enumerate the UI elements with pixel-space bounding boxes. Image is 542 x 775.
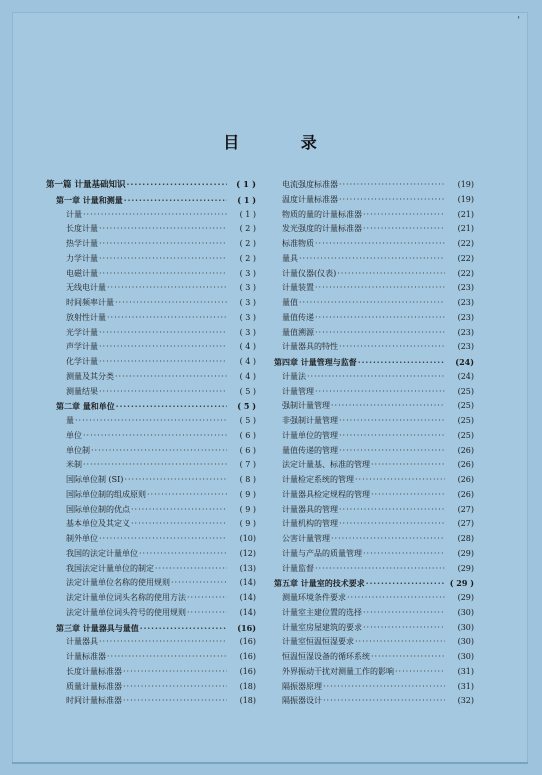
toc-entry — [46, 621, 256, 636]
toc-entry — [274, 414, 474, 429]
leader-dots — [371, 458, 445, 473]
leader-dots — [355, 635, 445, 650]
toc-entry — [274, 621, 474, 636]
toc-entry-page: ( 4 ) — [239, 357, 256, 366]
toc-entry — [46, 650, 256, 665]
leader-dots — [339, 193, 445, 208]
toc-entry — [46, 444, 256, 459]
toc-entry — [46, 458, 256, 473]
toc-entry-page: ( 9 ) — [239, 489, 256, 499]
toc-entry-title: 单位 — [66, 430, 82, 440]
toc-entry — [46, 296, 256, 311]
toc-right-column — [274, 178, 474, 709]
toc-entry-title: 米制 — [66, 460, 82, 470]
toc-entry — [46, 680, 256, 695]
leader-dots — [123, 680, 227, 695]
leader-dots — [347, 591, 445, 606]
toc-entry — [46, 473, 256, 488]
leader-dots — [124, 473, 227, 488]
toc-entry-page: (19) — [457, 194, 474, 204]
leader-dots — [83, 458, 227, 473]
corner-mark: ' — [517, 16, 520, 26]
toc-entry-title: 计量单位的管理 — [282, 430, 338, 440]
leader-dots — [339, 517, 445, 532]
toc-entry-page: (27) — [457, 519, 474, 529]
toc-entry-page: (25) — [457, 416, 474, 425]
toc-entry-page: (23) — [457, 312, 474, 322]
toc-entry-title: 温度计量标准器 — [282, 194, 338, 204]
toc-entry-title: 热学计量 — [66, 239, 98, 248]
toc-entry-title: 计量室主建位置的选择 — [282, 607, 362, 617]
toc-entry-title: 电流强度标准器 — [282, 180, 338, 189]
toc-entry-page: (10) — [239, 534, 256, 543]
toc-entry — [46, 252, 256, 267]
toc-entry-title: 量具 — [282, 253, 298, 263]
toc-entry — [274, 222, 474, 237]
toc-entry — [46, 591, 256, 606]
toc-entry-page: (30) — [457, 637, 474, 647]
toc-entry-page: (23) — [457, 327, 474, 337]
toc-entry-page: ( 9 ) — [239, 519, 256, 529]
toc-entry-page: (14) — [239, 607, 256, 617]
toc-entry — [274, 503, 474, 518]
leader-dots — [123, 694, 227, 709]
toc-entry-title: 标准物质 — [282, 239, 314, 248]
toc-entry — [274, 650, 474, 665]
toc-entry-title: 国际单位制的优点 — [66, 504, 130, 514]
toc-entry — [274, 576, 474, 591]
toc-entry-title: 法定计量单位名称的使用规则 — [66, 578, 170, 588]
toc-entry-page: ( 5 ) — [239, 386, 256, 396]
toc-entry-title: 隔振器原理 — [282, 681, 322, 691]
toc-entry — [274, 488, 474, 503]
leader-dots — [75, 414, 227, 429]
leader-dots — [107, 311, 227, 326]
toc-entry — [274, 694, 474, 709]
toc-entry-page: (26) — [457, 475, 474, 484]
leader-dots — [331, 532, 445, 547]
toc-entry — [46, 281, 256, 296]
leader-dots — [99, 635, 227, 650]
toc-entry — [274, 680, 474, 695]
toc-entry-page: (16) — [239, 637, 256, 647]
leader-dots — [363, 208, 445, 223]
leader-dots — [323, 680, 445, 695]
leader-dots — [358, 355, 445, 370]
toc-entry-title: 计量装置 — [282, 283, 314, 293]
toc-entry — [46, 326, 256, 341]
toc-entry-title: 计量检定系统的管理 — [282, 475, 354, 484]
toc-entry-page: (26) — [457, 460, 474, 470]
toc-entry-title: 我国法定计量单位的制定 — [66, 563, 154, 573]
toc-entry-page: (24) — [455, 357, 474, 367]
toc-entry — [46, 532, 256, 547]
bottom-rule — [12, 762, 528, 764]
toc-entry-page: ( 9 ) — [239, 504, 256, 514]
toc-entry-page: ( 3 ) — [239, 283, 256, 293]
toc-entry-title: 化学计量 — [66, 357, 98, 366]
leader-dots — [395, 665, 445, 680]
toc-entry — [274, 547, 474, 562]
leader-dots — [123, 665, 227, 680]
leader-dots — [371, 650, 445, 665]
toc-entry — [46, 370, 256, 385]
toc-entry — [274, 370, 474, 385]
toc-entry — [274, 340, 474, 355]
toc-entry-page: ( 2 ) — [239, 239, 256, 248]
toc-entry-page: ( 1 ) — [237, 194, 256, 205]
toc-entry-title: 测量环境条件要求 — [282, 593, 346, 602]
toc-entry-page: (27) — [457, 504, 474, 514]
toc-entry — [46, 562, 256, 577]
toc-entry-title: 量值溯源 — [282, 327, 314, 337]
toc-entry-title: 长度计量标准器 — [66, 666, 122, 676]
toc-entry — [46, 385, 256, 400]
toc-entry — [274, 193, 474, 208]
toc-entry-title: 计量 — [66, 209, 82, 219]
document-page — [12, 12, 528, 764]
leader-dots — [339, 444, 445, 459]
toc-entry-page: (30) — [457, 607, 474, 617]
toc-entry-page: (30) — [457, 652, 474, 661]
leader-dots — [99, 355, 227, 370]
toc-entry-page: (18) — [239, 681, 256, 691]
leader-dots — [131, 517, 227, 532]
toc-entry — [274, 208, 474, 223]
toc-entry-title: 声学计量 — [66, 342, 98, 352]
toc-entry-page: (30) — [457, 622, 474, 632]
toc-entry-title: 力学计量 — [66, 253, 98, 263]
leader-dots — [339, 414, 445, 429]
toc-entry — [46, 267, 256, 282]
leader-dots — [171, 576, 227, 591]
toc-entry — [46, 665, 256, 680]
leader-dots — [363, 547, 445, 562]
toc-entry-page: (18) — [239, 696, 256, 706]
leader-dots — [83, 208, 227, 223]
toc-entry — [46, 355, 256, 370]
toc-entry — [46, 222, 256, 237]
toc-entry — [46, 606, 256, 621]
toc-entry-page: (23) — [457, 283, 474, 293]
toc-entry — [46, 517, 256, 532]
toc-entry-page: ( 29 ) — [449, 578, 474, 589]
toc-entry — [274, 399, 474, 414]
toc-entry-title: 计量管理 — [282, 386, 314, 396]
toc-entry-title: 外界振动干扰对测量工作的影响 — [282, 666, 394, 676]
toc-entry — [46, 576, 256, 591]
leader-dots — [323, 694, 445, 709]
toc-entry — [274, 591, 474, 606]
toc-entry — [274, 532, 474, 547]
toc-entry-page: ( 5 ) — [239, 416, 256, 425]
toc-entry-page: (16) — [239, 666, 256, 676]
leader-dots — [99, 252, 227, 267]
leader-dots — [91, 444, 227, 459]
toc-entry-title: 计量监督 — [282, 563, 314, 573]
leader-dots — [315, 311, 445, 326]
toc-entry-title: 计量仪器(仪表) — [282, 268, 337, 278]
toc-entry-title: 计量器具 — [66, 637, 98, 647]
toc-entry-page: ( 3 ) — [239, 327, 256, 337]
leader-dots — [315, 237, 445, 252]
toc-entry-page: (16) — [239, 652, 256, 661]
toc-entry — [274, 635, 474, 650]
leader-dots — [126, 178, 227, 193]
toc-entry — [274, 252, 474, 267]
toc-entry — [274, 355, 474, 370]
toc-entry-title: 国际单位制 (SI) — [66, 475, 124, 484]
toc-entry-page: (22) — [457, 239, 474, 248]
leader-dots — [371, 488, 445, 503]
toc-entry-page: (13) — [239, 563, 256, 573]
leader-dots — [99, 326, 227, 341]
toc-entry-title: 基本单位及其定义 — [66, 519, 130, 529]
toc-entry-page: (22) — [457, 268, 474, 278]
toc-entry — [274, 665, 474, 680]
toc-entry-page: (32) — [457, 696, 474, 706]
leader-dots — [107, 650, 227, 665]
leader-dots — [339, 178, 445, 193]
toc-entry-page: (14) — [239, 578, 256, 588]
toc-entry-title: 电磁计量 — [66, 268, 98, 278]
leader-dots — [299, 252, 445, 267]
toc-entry-title: 第一章 计量和测量 — [56, 194, 123, 205]
toc-entry — [46, 311, 256, 326]
leader-dots — [140, 621, 227, 636]
toc-entry-title: 单位制 — [66, 445, 90, 455]
toc-entry-page: ( 2 ) — [239, 253, 256, 263]
toc-entry-page: ( 3 ) — [239, 268, 256, 278]
leader-dots — [107, 281, 227, 296]
leader-dots — [99, 532, 227, 547]
toc-entry-title: 我国的法定计量单位 — [66, 548, 138, 558]
toc-entry — [46, 547, 256, 562]
toc-entry-title: 第二章 量和单位 — [56, 401, 115, 412]
toc-entry — [274, 606, 474, 621]
toc-entry-page: (25) — [457, 386, 474, 396]
toc-entry-title: 隔振器设计 — [282, 696, 322, 706]
leader-dots — [331, 399, 445, 414]
page-title: 目 录 — [223, 133, 345, 152]
toc-entry-title: 量值传递 — [282, 312, 314, 322]
toc-entry-title: 发光强度的计量标准器 — [282, 224, 362, 234]
toc-entry-page: (19) — [457, 180, 474, 189]
toc-entry-title: 无线电计量 — [66, 283, 106, 293]
toc-entry — [46, 429, 256, 444]
toc-left-column — [46, 178, 256, 709]
toc-entry-title: 量 — [66, 416, 74, 425]
leader-dots — [139, 547, 227, 562]
toc-entry-title: 放射性计量 — [66, 312, 106, 322]
toc-entry — [274, 296, 474, 311]
leader-dots — [83, 429, 227, 444]
toc-entry — [274, 237, 474, 252]
toc-entry — [46, 208, 256, 223]
toc-entry-page: (21) — [457, 209, 474, 219]
toc-entry — [274, 458, 474, 473]
toc-entry-page: ( 6 ) — [239, 445, 256, 455]
toc-entry — [46, 635, 256, 650]
toc-entry-title: 国际单位制的组成原则 — [66, 489, 146, 499]
toc-entry-title: 法定计量单位词头名称的使用方法 — [66, 593, 186, 602]
toc-entry-title: 第一篇 计量基础知识 — [46, 180, 126, 190]
toc-entry-title: 计量器具检定规程的管理 — [282, 489, 370, 499]
toc-entry-page: (22) — [457, 253, 474, 263]
toc-entry-page: (14) — [239, 593, 256, 602]
toc-entry-title: 质量计量标准器 — [66, 681, 122, 691]
toc-entry-title: 公害计量管理 — [282, 534, 330, 543]
leader-dots — [315, 562, 445, 577]
leader-dots — [99, 385, 227, 400]
toc-entry-title: 计量室房屋建筑的要求 — [282, 622, 362, 632]
toc-entry-title: 时间频率计量 — [66, 298, 114, 307]
toc-entry-page: (25) — [457, 401, 474, 411]
toc-entry-page: (26) — [457, 445, 474, 455]
toc-entry-page: (29) — [457, 548, 474, 558]
toc-entry — [274, 281, 474, 296]
toc-entry-title: 计量与产品的质量管理 — [282, 548, 362, 558]
toc-entry-title: 测量结果 — [66, 386, 98, 396]
leader-dots — [339, 340, 445, 355]
leader-dots — [363, 621, 445, 636]
leader-dots — [363, 222, 445, 237]
toc-entry-page: ( 2 ) — [239, 224, 256, 234]
leader-dots — [315, 326, 445, 341]
toc-entry — [274, 562, 474, 577]
leader-dots — [337, 267, 445, 282]
toc-entry-title: 物质的量的计量标准器 — [282, 209, 362, 219]
toc-entry — [274, 178, 474, 193]
toc-entry — [274, 517, 474, 532]
toc-entry-page: ( 4 ) — [239, 371, 256, 381]
leader-dots — [155, 562, 227, 577]
leader-dots — [363, 606, 445, 621]
toc-entry — [274, 267, 474, 282]
toc-entry-title: 第五章 计量室的技术要求 — [274, 578, 365, 589]
toc-entry-page: ( 1 ) — [239, 209, 256, 219]
leader-dots — [187, 606, 227, 621]
toc-entry — [274, 326, 474, 341]
toc-entry-title: 长度计量 — [66, 224, 98, 234]
toc-entry — [274, 311, 474, 326]
toc-entry — [46, 488, 256, 503]
leader-dots — [299, 296, 445, 311]
leader-dots — [315, 385, 445, 400]
toc-entry-page: ( 3 ) — [239, 312, 256, 322]
leader-dots — [339, 429, 445, 444]
toc-entry — [46, 694, 256, 709]
toc-entry-title: 计量标准器 — [66, 652, 106, 661]
toc-entry — [46, 503, 256, 518]
toc-entry — [46, 414, 256, 429]
toc-entry — [274, 444, 474, 459]
toc-entry — [274, 473, 474, 488]
toc-entry — [274, 385, 474, 400]
leader-dots — [124, 193, 227, 208]
toc-entry-title: 计量法 — [282, 371, 306, 381]
toc-entry-title: 计量室恒温恒湿要求 — [282, 637, 354, 647]
toc-entry-page: (25) — [457, 430, 474, 440]
toc-entry-page: (26) — [457, 489, 474, 499]
leader-dots — [99, 222, 227, 237]
leader-dots — [131, 503, 227, 518]
toc-entry-title: 法定计量基、标准的管理 — [282, 460, 370, 470]
toc-entry-page: ( 5 ) — [237, 401, 256, 412]
toc-entry-title: 制外单位 — [66, 534, 98, 543]
toc-entry — [46, 237, 256, 252]
toc-entry-page: (28) — [457, 534, 474, 543]
toc-entry-page: (12) — [239, 548, 256, 558]
toc-entry-title: 非强制计量管理 — [282, 416, 338, 425]
toc-entry-page: (29) — [457, 593, 474, 602]
leader-dots — [116, 399, 227, 414]
toc-entry-page: (16) — [237, 622, 256, 633]
toc-entry — [46, 340, 256, 355]
toc-entry-title: 恒温恒湿设备的循环系统 — [282, 652, 370, 661]
toc-entry-title: 计量器具的管理 — [282, 504, 338, 514]
toc-entry-title: 第四章 计量管理与监督 — [274, 357, 357, 367]
toc-entry — [46, 193, 256, 208]
toc-entry-title: 法定计量单位词头符号的使用规则 — [66, 607, 186, 617]
toc-entry-page: (23) — [457, 342, 474, 352]
leader-dots — [115, 296, 227, 311]
leader-dots — [355, 473, 445, 488]
leader-dots — [339, 503, 445, 518]
toc-entry-page: ( 4 ) — [239, 342, 256, 352]
toc-entry-page: ( 6 ) — [239, 430, 256, 440]
leader-dots — [115, 370, 227, 385]
leader-dots — [315, 281, 445, 296]
toc-entry-title: 量值传递的管理 — [282, 445, 338, 455]
leader-dots — [99, 237, 227, 252]
toc-entry-title: 量值 — [282, 298, 298, 307]
leader-dots — [99, 267, 227, 282]
leader-dots — [99, 340, 227, 355]
toc-entry — [46, 178, 256, 193]
toc-entry-page: ( 7 ) — [239, 460, 256, 470]
leader-dots — [307, 370, 445, 385]
toc-entry-page: (31) — [457, 666, 474, 676]
toc-entry — [46, 399, 256, 414]
toc-entry-title: 第三章 计量器具与量值 — [56, 622, 139, 633]
toc-entry-title: 计量机构的管理 — [282, 519, 338, 529]
toc-entry-page: ( 3 ) — [239, 298, 256, 307]
toc-entry-page: (21) — [457, 224, 474, 234]
toc-entry-page: ( 8 ) — [239, 475, 256, 484]
toc-entry-page: (23) — [457, 298, 474, 307]
toc-entry-title: 时间计量标准器 — [66, 696, 122, 706]
toc-entry-title: 光学计量 — [66, 327, 98, 337]
toc-entry-title: 强制计量管理 — [282, 401, 330, 411]
toc-entry-title: 测量及其分类 — [66, 371, 114, 381]
toc-entry-title: 计量器具的特性 — [282, 342, 338, 352]
toc-entry-page: (31) — [457, 681, 474, 691]
leader-dots — [147, 488, 227, 503]
toc-entry-page: ( 1 ) — [236, 180, 256, 190]
leader-dots — [187, 591, 227, 606]
leader-dots — [366, 576, 445, 591]
toc-entry — [274, 429, 474, 444]
toc-entry-page: (24) — [457, 371, 474, 381]
toc-entry-page: (29) — [457, 563, 474, 573]
